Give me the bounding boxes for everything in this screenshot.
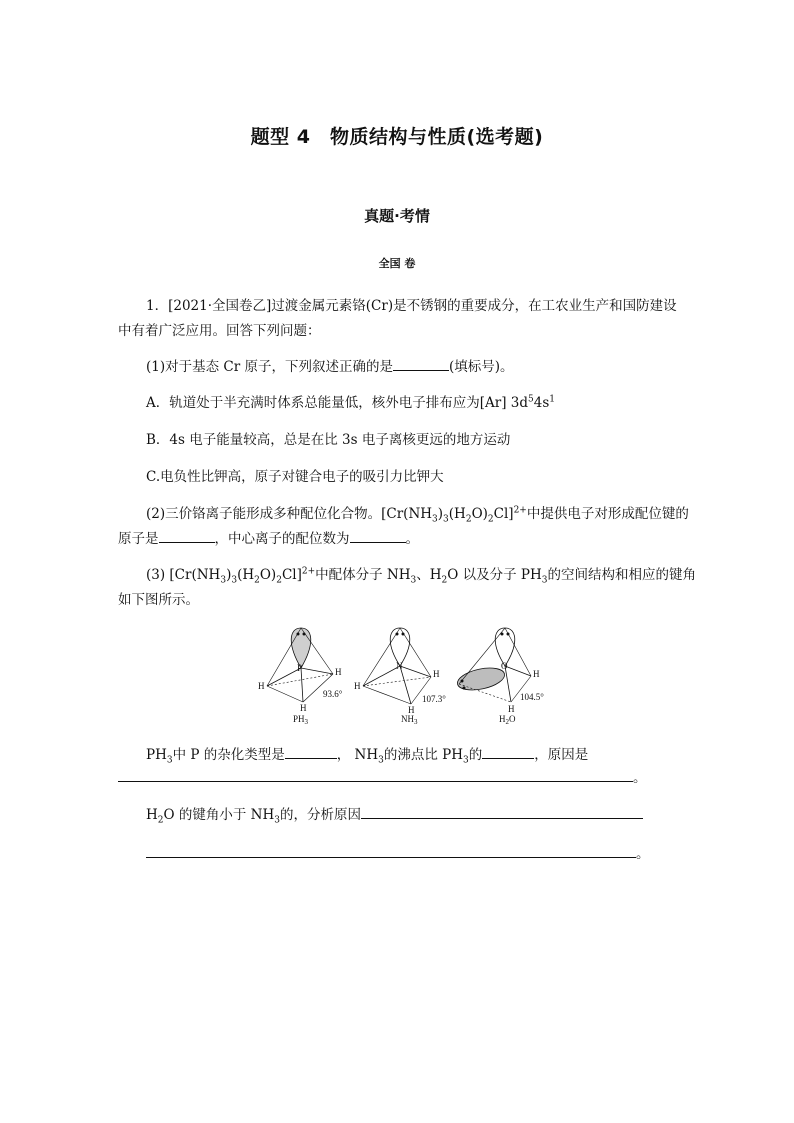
answer-blank[interactable]	[482, 746, 534, 759]
ph3-structure	[258, 628, 343, 725]
answer-blank[interactable]	[159, 530, 215, 543]
option-b: B．4s 电子能量较高，总是在比 3s 电子离核更远的地方运动	[146, 432, 511, 448]
bond-angle-label: 104.5°	[520, 692, 544, 702]
svg-text:H: H	[508, 704, 515, 714]
center-atom-label: O	[501, 661, 508, 671]
svg-text:H: H	[258, 681, 265, 691]
answer-blank[interactable]	[118, 769, 633, 782]
answer-blank[interactable]	[393, 358, 449, 371]
h2o-question-line1: $H_2O$ 的键角小于 $NH_3$的，分析原因	[146, 803, 643, 826]
h2o-structure	[455, 628, 544, 725]
answer-blank[interactable]	[350, 530, 406, 543]
page-title: 题型 4 物质结构与性质(选考题)	[250, 126, 544, 148]
section-heading: 真题·考情	[364, 207, 430, 225]
q1-part3-line2: 如下图所示。	[118, 592, 199, 608]
h2o-question-line2: 。	[146, 842, 650, 862]
svg-text:H: H	[533, 669, 540, 679]
q1-part1: (1)对于基态 Cr 原子，下列叙述正确的是 (填标号)。	[146, 359, 514, 375]
bond-angle-label: 107.3°	[422, 694, 446, 704]
subsection-heading: 全国 卷	[378, 257, 416, 270]
svg-text:H: H	[408, 705, 415, 715]
svg-text:H: H	[335, 667, 342, 677]
formula-label: $PH_3$	[293, 714, 309, 725]
svg-text:H: H	[354, 681, 361, 691]
q1-part2-line1: (2)三价铬离子能形成多种配位化合物。$[Cr(NH_3)_3(H_2O)_2Cl]^{2+}$中提供电子对形成配位键的	[146, 505, 689, 525]
q1-part2-line2: 原子是 ，中心离子的配位数为 。	[118, 531, 419, 547]
answer-blank[interactable]	[361, 806, 643, 819]
ph3-question-line1: $PH_3$中 P 的杂化类型是 ， $NH_3$的沸点比 $PH_3$的 ，原因是	[146, 747, 589, 766]
svg-text:H: H	[300, 703, 307, 713]
option-a: A．轨道处于半充满时体系总能量低，核外电子排布应为[Ar] $3d^54s^1$	[146, 394, 556, 411]
formula-label: $NH_3$	[401, 714, 418, 725]
molecule-structure-figure	[255, 620, 545, 725]
svg-text:H: H	[433, 669, 440, 679]
answer-blank[interactable]	[146, 845, 636, 858]
bond-angle-label: 93.6°	[323, 689, 343, 699]
center-atom-label: N	[396, 661, 403, 671]
center-atom-label: P	[297, 663, 303, 673]
lone-pair-orbital	[291, 628, 311, 668]
answer-blank[interactable]	[285, 746, 337, 759]
option-c: C.电负性比钾高，原子对键合电子的吸引力比钾大	[146, 469, 444, 485]
ph3-question-line2: 。	[118, 766, 647, 786]
nh3-structure	[354, 628, 446, 725]
q1-part3-line1: (3) $[Cr(NH_3)_3(H_2O)_2Cl]^{2+}$中配体分子 $NH_3$、$H_2O$ 以及分子 $PH_3$的空间结构和相应的键角	[146, 566, 697, 586]
formula-label: $H_2O$	[499, 714, 516, 725]
q1-intro-line2: 中有着广泛应用。回答下列问题：	[118, 323, 321, 339]
q1-intro-line1: 1．[2021·全国卷乙]过渡金属元素铬(Cr)是不锈钢的重要成分，在工农业生产和国防建设	[146, 298, 677, 314]
